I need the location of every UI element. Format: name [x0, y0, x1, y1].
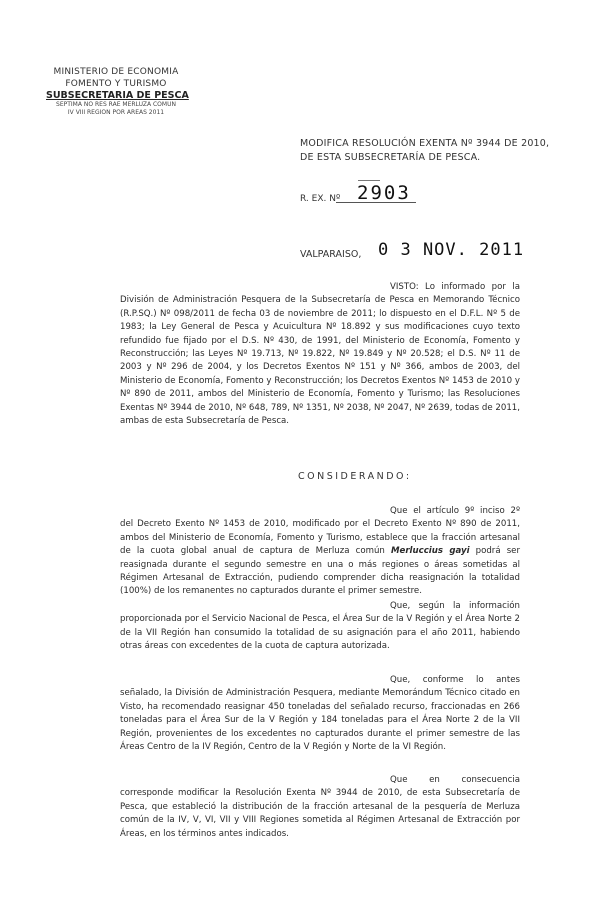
place-label: VALPARAISO, [300, 249, 362, 260]
species-name: Merluccius gayi [390, 546, 470, 557]
p1-text-before: Que el artículo 9º inciso 2º del Decreto Exento Nº 1453 de 2010, modificado por el Decreto Exento Nº 890 de 2011, ambos del Ministerio de Economía, Fomento y Turismo, establece que la fracción artesanal de la cuota global anual de captura de Merluza común [120, 506, 520, 557]
date-stamp: 0 3 NOV. 2011 [378, 240, 525, 260]
header-reference-2: IV VIII REGION POR AREAS 2011 [67, 109, 165, 116]
considerando-heading: CONSIDERANDO: [298, 471, 412, 482]
subject-line-2: DE ESTA SUBSECRETARÍA DE PESCA. [300, 152, 481, 163]
rex-overline [358, 180, 380, 181]
rex-underline [336, 202, 416, 203]
p1-text-after: podrá ser reasignada durante el segundo semestre en una o más regiones o áreas sometidas al Régimen Artesanal de Extracción, pudiendo comprender dicha reasignación la totalidad (100%) de los remanentes no capturados durante el primer semestre. [120, 546, 520, 597]
header-ministry-cont: FOMENTO Y TURISMO [65, 79, 167, 89]
considerando-paragraph-2: Que, según la información proporcionada por el Servicio Nacional de Pesca, el Área Sur de la V Región y el Área Norte 2 de la VII Región han consumido la totalidad de su asignación para el año 2011, habiendo otras áreas con excedentes de la cuota de captura autorizada. [120, 601, 520, 652]
header-subsecretaria: SUBSECRETARIA DE PESCA [46, 90, 189, 101]
considerando-paragraph-3: Que, conforme lo antes señalado, la División de Administración Pesquera, mediante Memorándum Técnico citado en Visto, ha recomendado reasignar 450 toneladas del señalado recurso, fraccionadas en 266 toneladas para el Área Sur de la V Región y 184 toneladas para el Área Norte 2 de la VII Región, provenientes de los excedentes no capturados durante el primer semestre de las Áreas Centro de la IV Región, Centro de la V Región y Norte de la VI Región. [120, 675, 520, 753]
subject-line-1: MODIFICA RESOLUCIÓN EXENTA Nº 3944 DE 2010, [300, 138, 550, 149]
ministry-header [46, 66, 189, 117]
rex-label: R. EX. Nº [300, 194, 341, 204]
header-reference-1: SEPTIMA NO RES RAE MERLUZA COMUN [56, 101, 176, 108]
visto-paragraph: VISTO: Lo informado por la División de Administración Pesquera de la Subsecretaría de Pesca en Memorando Técnico (R.P.SQ.) Nº 098/2011 de fecha 03 de noviembre de 2011; lo dispuesto en el D.F.L. Nº 5 de 1983; la Ley General de Pesca y Acuicultura Nº 18.892 y sus modificaciones cuyo texto refundido fue fijado por el D.S. Nº 430, de 1991, del Ministerio de Economía, Fomento y Reconstrucción; las Leyes Nº 19.713, Nº 19.822, Nº 19.849 y Nº 20.528; el D.S. Nº 11 de 2003 y Nº 296 de 2004, y los Decretos Exentos Nº 151 y Nº 366, ambos de 2003, del Ministerio de Economía, Fomento y Reconstrucción; los Decretos Exentos Nº 1453 de 2010 y Nº 890 de 2011, ambos del Ministerio de Economía, Fomento y Turismo; las Resoluciones Exentas Nº 3944 de 2010, Nº 648, 789, Nº 1351, Nº 2038, Nº 2047, Nº 2639, todas de 2011, ambas de esta Subsecretaría de Pesca. [120, 282, 520, 427]
considerando-paragraph-1 [120, 505, 520, 599]
rex-number: 2903 [357, 182, 411, 204]
subject-block [300, 137, 549, 165]
header-ministry: MINISTERIO DE ECONOMIA [53, 67, 179, 77]
considerando-paragraph-4: Que en consecuencia corresponde modificar la Resolución Exenta Nº 3944 de 2010, de esta Subsecretaría de Pesca, que estableció la distribución de la fracción artesanal de la pesquería de Merluza común de la IV, V, VI, VII y VIII Regiones sometida al Régimen Artesanal de Extracción por Áreas, en los términos antes indicados. [120, 775, 520, 839]
